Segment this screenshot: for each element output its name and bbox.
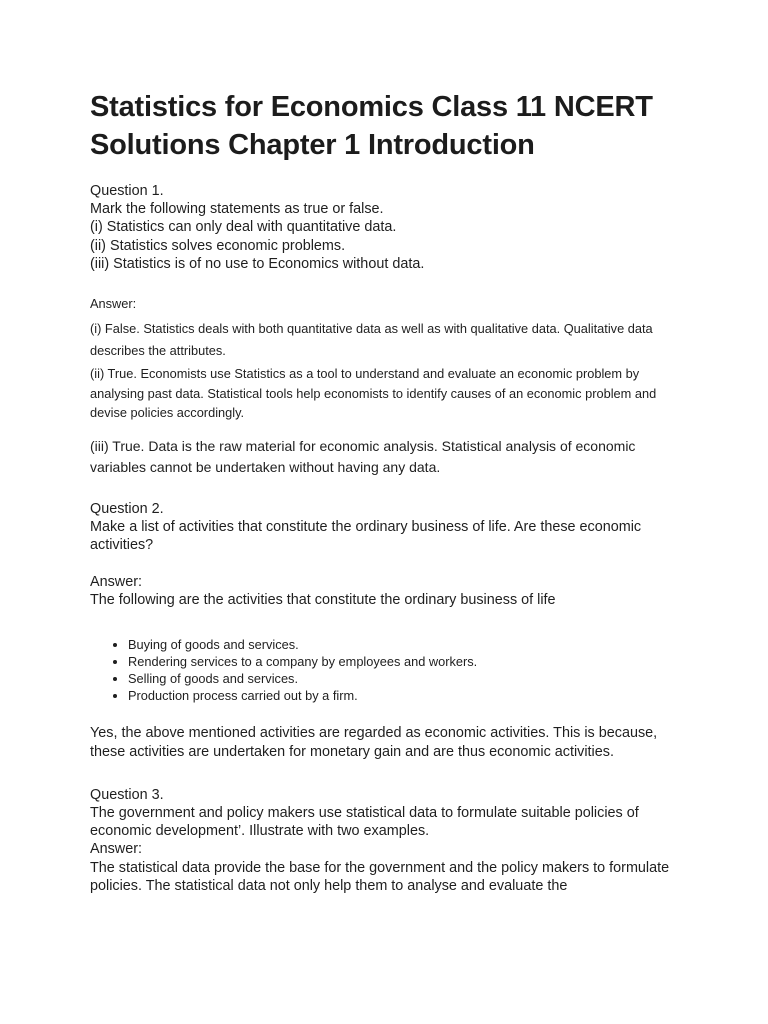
answer-2-intro: The following are the activities that constitute the ordinary business of life	[90, 592, 556, 609]
question-2-label: Question 2.	[90, 500, 164, 517]
answer-3-label: Answer:	[90, 841, 142, 858]
answer-1-part-iii: (iii) True. Data is the raw material for economic analysis. Statistical analysis of economic variables cannot be undertaken without having any data.	[90, 437, 636, 475]
question-1-line: (ii) Statistics solves economic problems.	[90, 237, 346, 254]
question-1-line: (iii) Statistics is of no use to Economics without data.	[90, 255, 425, 272]
question-3-label: Question 3.	[90, 786, 164, 803]
question-1-line: (i) Statistics can only deal with quantitative data.	[90, 219, 397, 236]
question-2	[90, 500, 690, 555]
answer-1-part-ii: (ii) True. Economists use Statistics as a tool to understand and evaluate an economic problem by analysing past data. Statistical tools help economists to identify causes of an economic problem and devise policies accordingly.	[90, 366, 657, 421]
answer-1-part-i: (i) False. Statistics deals with both quantitative data as well as with qualitative data. Qualitative data describes the attributes.	[90, 321, 653, 359]
question-3-text: The government and policy makers use statistical data to formulate suitable policies of economic development’. Illustrate with two examples.	[90, 804, 639, 840]
document-page	[90, 88, 690, 895]
answer-2	[90, 573, 690, 609]
answer-2-label: Answer:	[90, 574, 142, 591]
answer-1-label: Answer:	[90, 296, 137, 312]
list-item: • Rendering services to a company by employees and workers.	[128, 653, 690, 670]
conclusion-text: Yes, the above mentioned activities are regarded as economic activities. This is because, these activities are undertaken for monetary gain and are thus economic activities.	[90, 725, 658, 760]
answer-1	[90, 295, 690, 423]
answer-2-conclusion	[90, 724, 690, 760]
question-2-text: Make a list of activities that constitute the ordinary business of life. Are these economic activities?	[90, 518, 642, 553]
activities-list	[90, 636, 690, 705]
list-item: • Production process carried out by a firm.	[128, 687, 690, 704]
question-3	[90, 786, 690, 895]
list-item: • Buying of goods and services.	[128, 636, 690, 653]
answer-1-part-iii-block	[90, 436, 690, 478]
question-1-label: Question 1.	[90, 183, 164, 199]
question-1-line: Mark the following statements as true or false.	[90, 201, 384, 218]
list-item: • Selling of goods and services.	[128, 670, 690, 687]
answer-3-text: The statistical data provide the base for the government and the policy makers to formulate policies. The statistical data not only help them to analyse and evaluate the	[90, 859, 670, 894]
question-1	[90, 182, 690, 273]
page-title: Statistics for Economics Class 11 NCERT Solutions Chapter 1 Introduction	[90, 91, 653, 161]
